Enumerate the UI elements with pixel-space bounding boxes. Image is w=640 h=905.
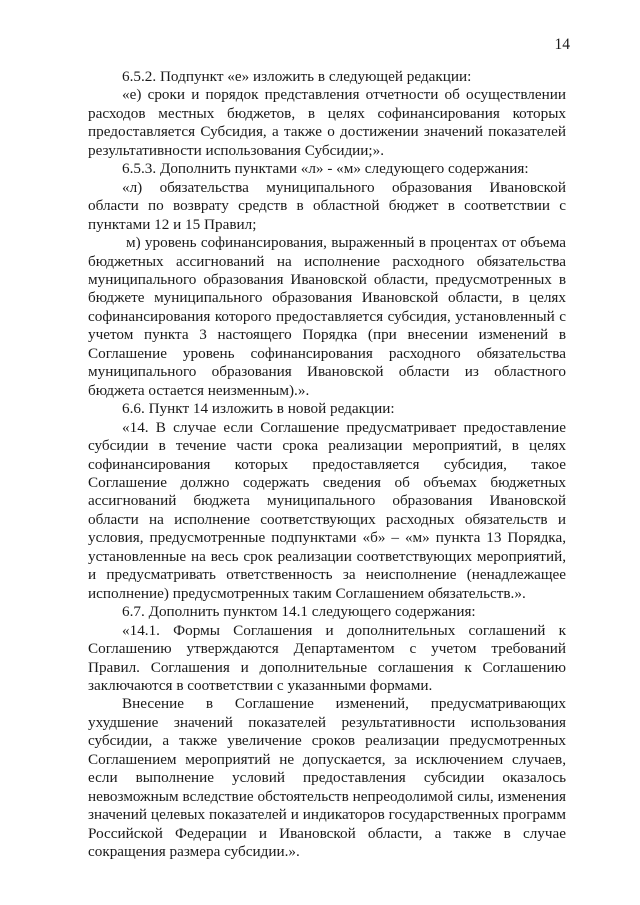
paragraph-subitem-m: м) уровень софинансирования, выраженный в процентах от объема бюджетных ассигнований на исполнение расходного обязательства муниципального образования Ивановской области, предусмотренных в бюджете муниципального образования Ивановской области, в целях софинансирования которого предоставляется субсидия, установленный с учетом пункта 3 настоящего Порядка (при внесении изменений в Соглашение уровень софинансирования расходного обязательства муниципального образования Ивановской области из областного бюджета остается неизменным).».	[88, 234, 566, 399]
document-body	[88, 68, 566, 861]
paragraph-subitem-l: «л) обязательства муниципального образования Ивановской области по возврату средств в областной бюджет в соответствии с пунктами 12 и 15 Правил;	[88, 178, 566, 233]
paragraph-item-14: «14. В случае если Соглашение предусматривает предоставление субсидии в течение части срока реализации мероприятий, в целях софинансирования которых предоставляется субсидия, такое Соглашение должно содержать сведения об объемах бюджетных ассигнований бюджета муниципального образования Ивановской области на исполнение соответствующих расходных обязательств и условия, предусмотренные подпунктами «б» – «м» пункта 13 Порядка, установленные на весь срок реализации соответствующих мероприятий, и предусматривать ответственность за неисполнение (ненадлежащее исполнение) предусмотренных таким Соглашением обязательств.».	[88, 418, 566, 602]
paragraph-6-6-heading: 6.6. Пункт 14 изложить в новой редакции:	[122, 400, 395, 418]
paragraph-item-14-1: «14.1. Формы Соглашения и дополнительных соглашений к Соглашению утверждаются Департаментом с учетом требований Правил. Соглашения и дополнительные соглашения к Соглашению заключаются в соответствии с указанными формами.	[88, 621, 566, 694]
paragraph-6-7-heading: 6.7. Дополнить пунктом 14.1 следующего содержания:	[122, 603, 476, 621]
paragraph-subitem-e: «е) сроки и порядок представления отчетности об осуществлении расходов местных бюджетов, в целях софинансирования которых предоставляется Субсидия, а также о достижении значений показателей результативности использования Субсидии;».	[88, 86, 566, 159]
paragraph-6-5-3-heading: 6.5.3. Дополнить пунктами «л» - «м» следующего содержания:	[122, 160, 529, 178]
paragraph-amendments-restriction: Внесение в Соглашение изменений, предусматривающих ухудшение значений показателей результативности использования субсидии, а также увеличение сроков реализации предусмотренных Соглашением мероприятий не допускается, за исключением случаев, если выполнение условий предоставления субсидии оказалось невозможным вследствие обстоятельств непреодолимой силы, изменения значений целевых показателей и индикаторов государственных программ Российской Федерации и Ивановской области, а также в случае сокращения размера субсидии.».	[88, 695, 566, 861]
page-number: 14	[554, 36, 570, 53]
paragraph-6-5-2-heading: 6.5.2. Подпункт «е» изложить в следующей редакции:	[122, 68, 472, 85]
